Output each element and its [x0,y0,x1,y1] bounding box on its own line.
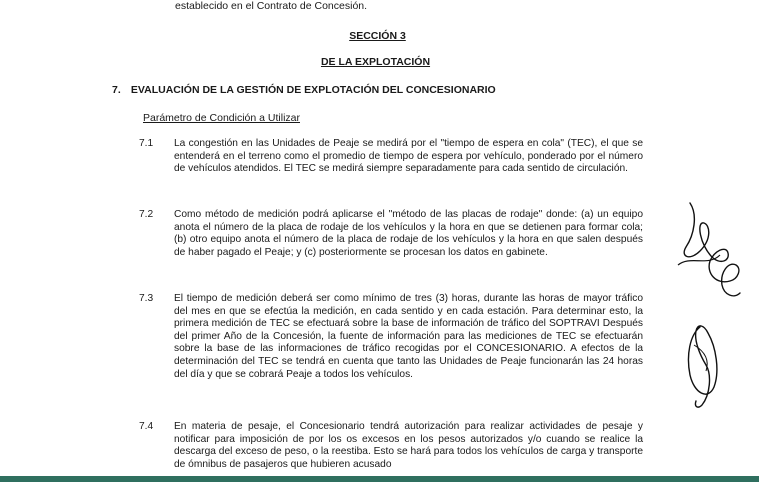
section-heading: SECCIÓN 3 [349,30,406,42]
previous-paragraph-tail: establecido en el Contrato de Concesión. [175,0,368,12]
heading-7-number: 7. [112,84,121,96]
signature-lower [688,326,716,407]
bottom-accent-bar [0,476,759,482]
signature-upper [684,203,740,296]
clause-text: La congestión en las Unidades de Peaje se medirá por el "tiempo de espera en cola" (TEC), el que se entenderá en el terreno como el promedio de tiempo de espera por vehículo, ponderado por el número de vehículos atendidos. El TEC se medirá siempre separadamente para cada sentido de circulación. [174,138,643,175]
subsection-heading: DE LA EXPLOTACIÓN [320,56,431,68]
clause-7-3 [139,293,643,381]
clause-text: El tiempo de medición deberá ser como mínimo de tres (3) horas, durante las horas de mayor tráfico del mes en que se efectúa la medición, en cada sentido y en cada estación. Para determinar esto, la primera medición de TEC se efectuará sobre la base de información de tráfico del SOPTRAVI Después del primer Año de la Concesión, la fuente de información para las mediciones de TEC se efectuarán sobre la base de las informaciones de tráfico recogidas por el CONCESIONARIO. A efectos de la determinación del TEC se tendrá en cuenta que tanto las Unidades de Peaje funcionarán las 24 horas del día y que se cobrará Peaje a todos los vehículos. [174,293,643,380]
clause-text: Como método de medición podrá aplicarse el "método de las placas de rodaje" donde: (a) un equipo anota el número de la placa de rodaje de los vehículos y la hora en que se detienen para formar cola; (b) otro equipo anota el número de la placa de rodaje de los vehículos y la hora en que salen después de haber pagado el Peaje; y (c) posteriormente se procesan los datos en gabinete. [174,209,643,258]
handwritten-signatures [660,195,750,415]
clause-number: 7.4 [139,421,154,432]
parameter-title: Parámetro de Condición a Utilizar [143,112,300,124]
clause-number: 7.2 [139,209,154,220]
heading-7-title: EVALUACIÓN DE LA GESTIÓN DE EXPLOTACIÓN DEL CONCESIONARIO [130,84,496,96]
clause-7-1 [139,138,643,176]
clause-7-4 [139,421,643,471]
clause-7-2 [139,209,643,259]
clause-text: En materia de pesaje, el Concesionario tendrá autorización para realizar actividades de pesaje y notificar para imposición de por los os excesos en los pesos autorizados y/o cuando se realice la descarga del exceso de peso, o la reestiba. Esto se hará para todos los vehículos de carga y transporte de ómnibus de pasajeros que hubieren acusado [174,421,643,470]
clause-number: 7.3 [139,293,154,304]
clause-number: 7.1 [139,138,154,149]
heading-7 [112,84,496,96]
